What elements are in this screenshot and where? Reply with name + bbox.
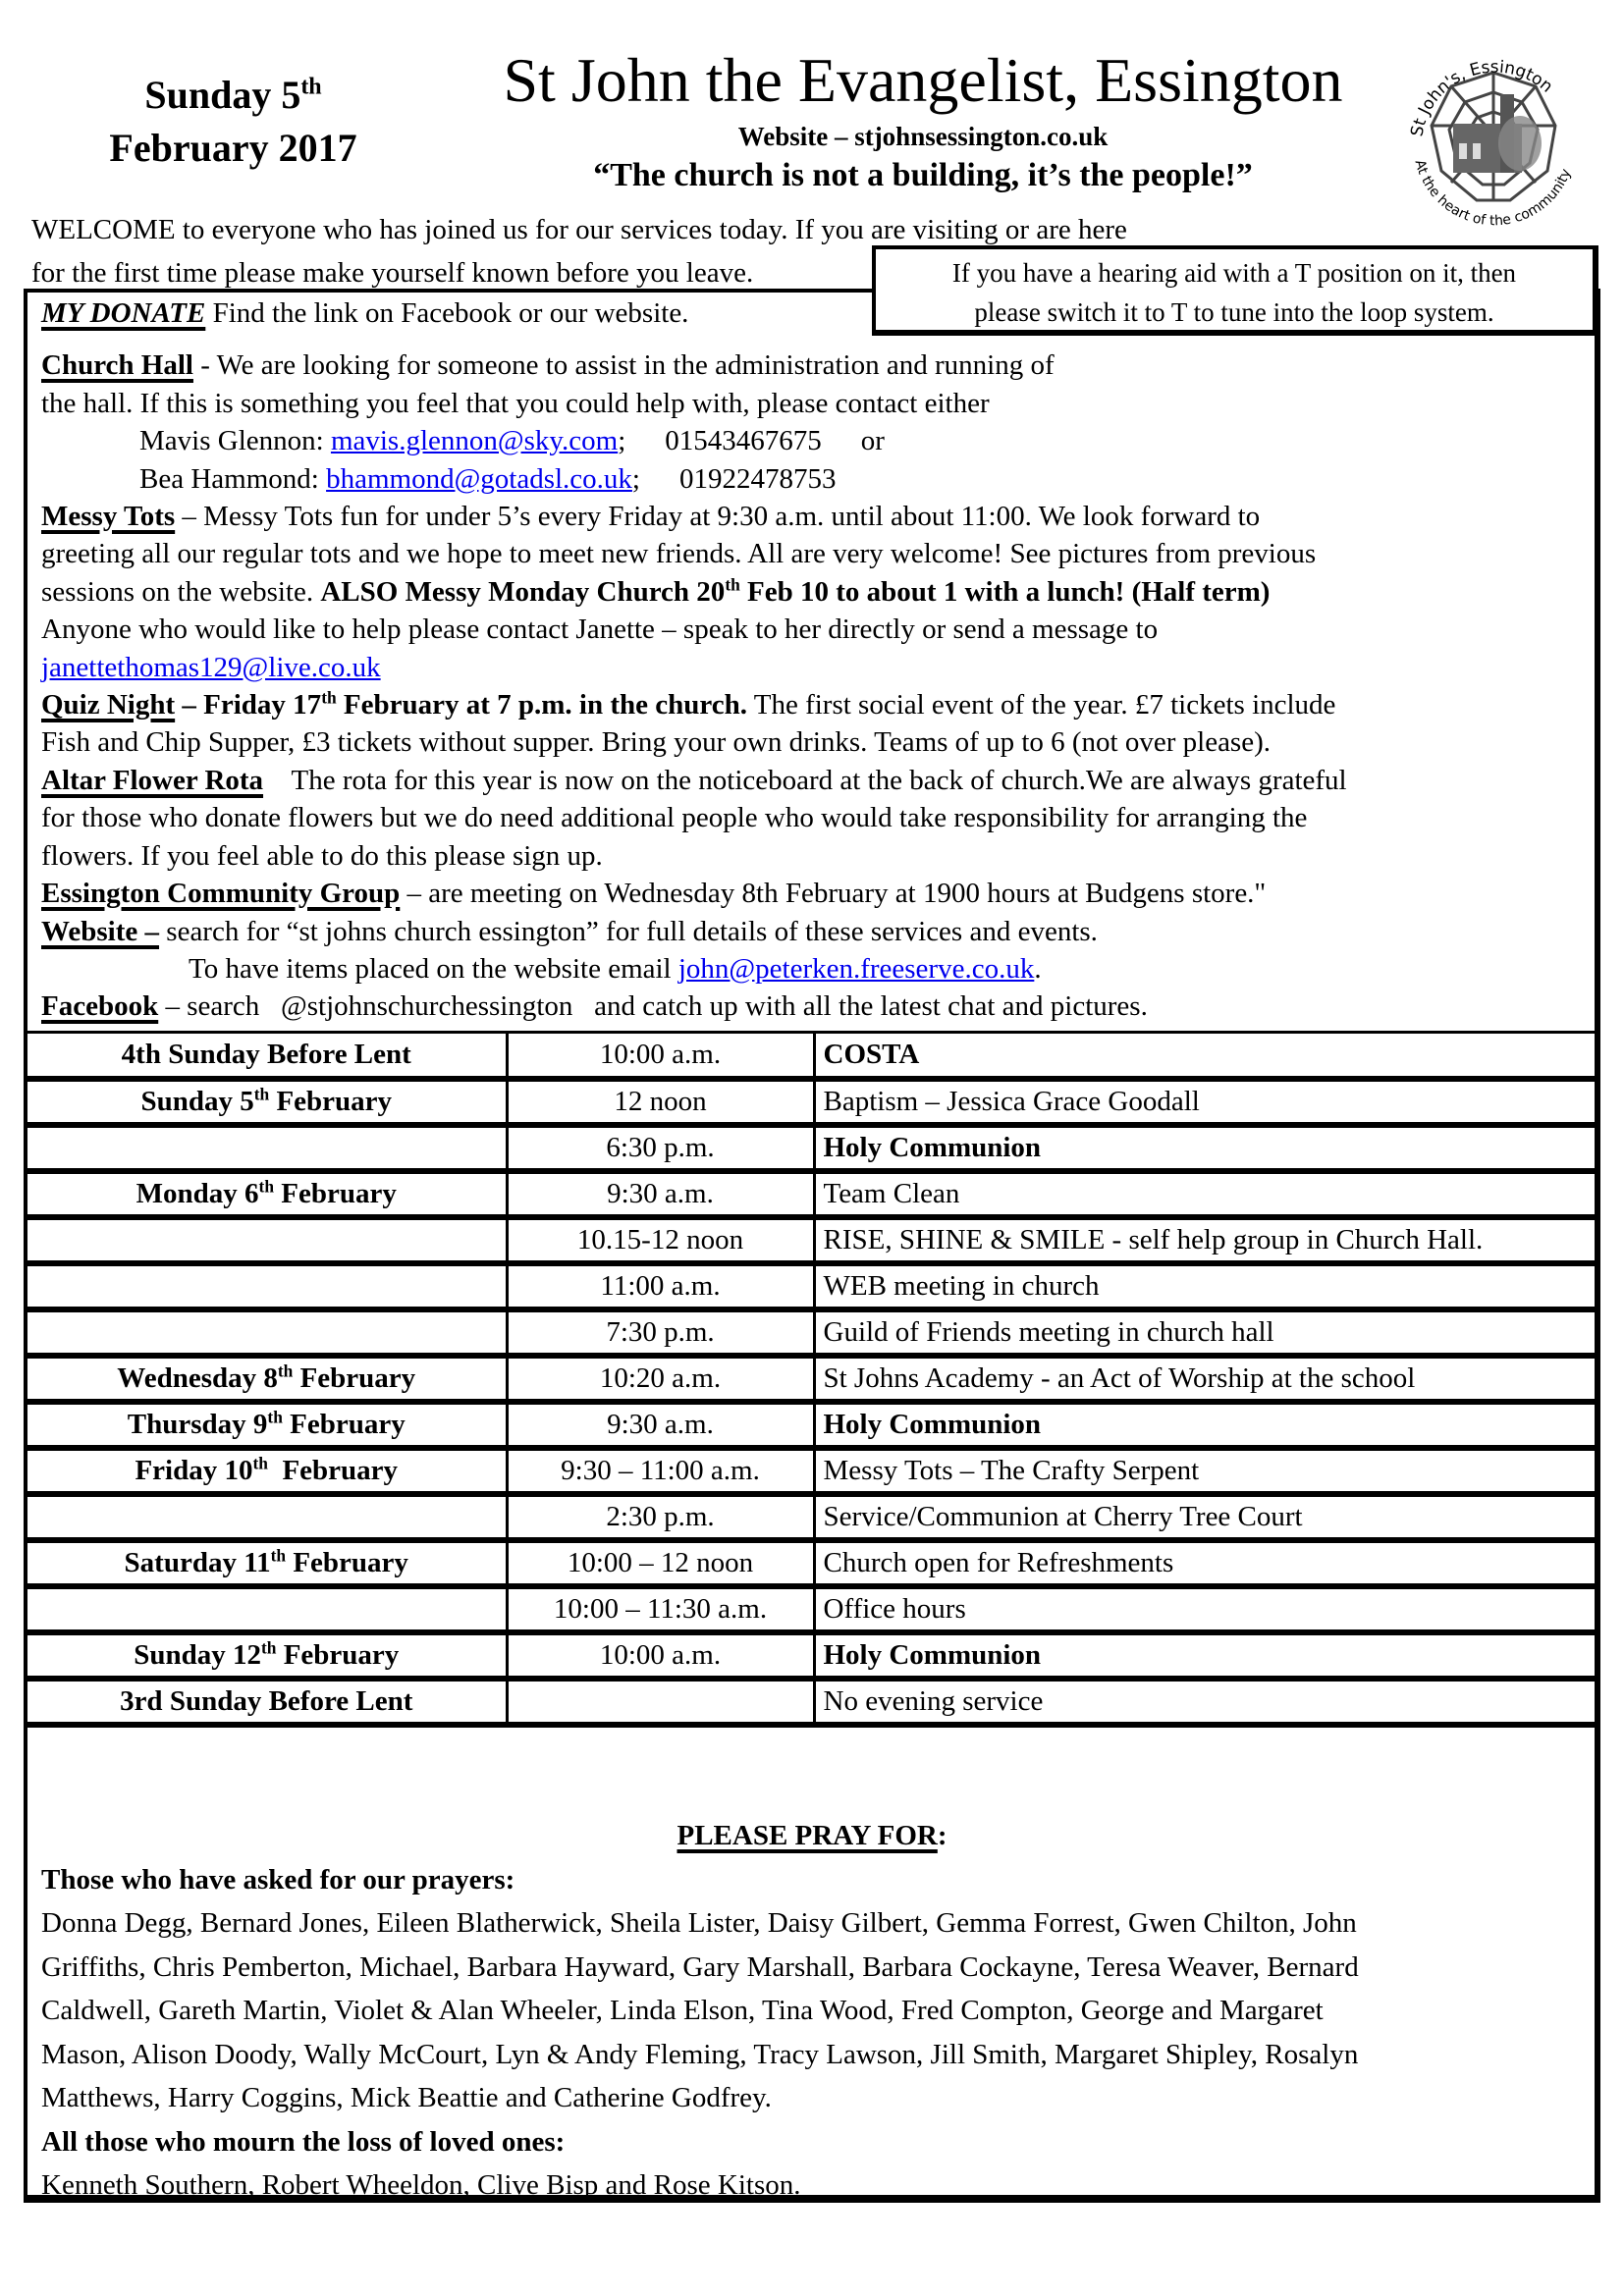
schedule-time: 10:00 – 12 noon (507, 1540, 814, 1586)
schedule-event: Church open for Refreshments (814, 1540, 1597, 1586)
schedule-event: Guild of Friends meeting in church hall (814, 1309, 1597, 1356)
schedule-event: Holy Communion (814, 1632, 1597, 1679)
prayer-names-line: Donna Degg, Bernard Jones, Eileen Blatherwick, Sheila Lister, Daisy Gilbert, Gemma Forrest, Gwen Chilton, John (41, 1907, 1357, 1939)
messy-tots-heading: Messy Tots (41, 501, 176, 533)
schedule-day: Wednesday 8th February (26, 1356, 507, 1402)
bulletin-date (59, 69, 407, 175)
prayers-title: PLEASE PRAY FOR: (677, 1820, 947, 1851)
email-link-mavis[interactable]: mavis.glennon@sky.com (330, 425, 619, 457)
schedule-row (26, 1217, 1597, 1263)
mourn-heading: All those who mourn the loss of loved ones: (41, 2125, 566, 2158)
notice-website: Website – search for “st johns church essington” for full details of these services and events. (41, 915, 1098, 947)
schedule-day: 4th Sunday Before Lent (26, 1033, 507, 1079)
contact-bea: Bea Hammond: bhammond@gotadsl.co.uk; 01922478753 (139, 462, 837, 495)
asked-prayers-heading: Those who have asked for our prayers: (41, 1863, 515, 1896)
schedule-time (507, 1679, 814, 1725)
schedule-time: 10:00 – 11:30 a.m. (507, 1586, 814, 1632)
notice-community-group: Essington Community Group – are meeting on Wednesday 8th February at 1900 hours at Budgens store." (41, 878, 1267, 910)
community-group-heading: Essington Community Group (41, 878, 401, 910)
schedule-day (26, 1494, 507, 1540)
schedule-time: 10:00 a.m. (507, 1033, 814, 1079)
asked-prayers-list (41, 1901, 1583, 2120)
email-link-bea[interactable]: bhammond@gotadsl.co.uk (326, 462, 632, 495)
schedule-day: 3rd Sunday Before Lent (26, 1679, 507, 1725)
schedule-event: Office hours (814, 1586, 1597, 1632)
schedule-time: 6:30 p.m. (507, 1125, 814, 1171)
schedule-day: Thursday 9th February (26, 1402, 507, 1448)
website-heading: Website – (41, 915, 160, 947)
schedule-event: Messy Tots – The Crafty Serpent (814, 1448, 1597, 1494)
prayers-section (41, 1814, 1583, 2208)
schedule-time: 9:30 a.m. (507, 1402, 814, 1448)
schedule-row (26, 1079, 1597, 1125)
schedule-time: 10.15-12 noon (507, 1217, 814, 1263)
schedule-row (26, 1494, 1597, 1540)
church-hall-heading: Church Hall (41, 349, 193, 382)
schedule-time: 7:30 p.m. (507, 1309, 814, 1356)
schedule-day (26, 1125, 507, 1171)
service-schedule-table (24, 1031, 1600, 1728)
schedule-day (26, 1263, 507, 1309)
notice-church-hall: Church Hall - We are looking for someone to assist in the administration and running of (41, 349, 1055, 382)
schedule-row (26, 1448, 1597, 1494)
schedule-day (26, 1217, 507, 1263)
schedule-day: Saturday 11th February (26, 1540, 507, 1586)
welcome-line-1: WELCOME to everyone who has joined us for our services today. If you are visiting or are here (31, 214, 1127, 245)
welcome-line-2: for the first time please make yourself known before you leave. (31, 257, 754, 289)
tagline: “The church is not a building, it’s the people!” (593, 157, 1253, 193)
schedule-row (26, 1171, 1597, 1217)
notice-my-donate: MY DONATE Find the link on Facebook or our website. (41, 297, 689, 329)
schedule-event: RISE, SHINE & SMILE - self help group in Church Hall. (814, 1217, 1597, 1263)
email-link-john[interactable]: john@peterken.freeserve.co.uk (677, 952, 1035, 985)
schedule-row (26, 1309, 1597, 1356)
notice-facebook: Facebook – search @stjohnschurchessington and catch up with all the latest chat and pictures. (41, 990, 1148, 1023)
my-donate-heading: MY DONATE (41, 297, 206, 329)
schedule-event: Team Clean (814, 1171, 1597, 1217)
schedule-row (26, 1356, 1597, 1402)
svg-text:At the heart of the community: At the heart of the community (1411, 158, 1575, 230)
schedule-day: Friday 10th February (26, 1448, 507, 1494)
church-web-logo-icon (1392, 35, 1595, 241)
schedule-row (26, 1679, 1597, 1725)
church-title: St John the Evangelist, Essington (503, 45, 1343, 115)
schedule-day: Sunday 12th February (26, 1632, 507, 1679)
schedule-row (26, 1263, 1597, 1309)
facebook-heading: Facebook (41, 990, 159, 1023)
email-link-janette[interactable]: janettethomas129@live.co.uk (41, 651, 381, 683)
schedule-time: 2:30 p.m. (507, 1494, 814, 1540)
schedule-time: 10:20 a.m. (507, 1356, 814, 1402)
schedule-time: 10:00 a.m. (507, 1632, 814, 1679)
schedule-day (26, 1586, 507, 1632)
notice-quiz-night: Quiz Night – Friday 17th February at 7 p.m. in the church. The first social event of the year. £7 tickets include (41, 687, 1336, 721)
schedule-day: Sunday 5th February (26, 1079, 507, 1125)
schedule-event: WEB meeting in church (814, 1263, 1597, 1309)
altar-flower-rota-heading: Altar Flower Rota (41, 764, 264, 796)
quiz-night-heading: Quiz Night (41, 689, 176, 721)
prayer-names-line: Caldwell, Gareth Martin, Violet & Alan Wheeler, Linda Elson, Tina Wood, Fred Compton, George and Margaret (41, 1995, 1324, 2026)
schedule-row (26, 1033, 1597, 1079)
prayer-names-line: Mason, Alison Doody, Wally McCourt, Lyn & Andy Fleming, Tracy Lawson, Jill Smith, Margaret Shipley, Rosalyn (41, 2038, 1359, 2070)
schedule-event: Holy Communion (814, 1402, 1597, 1448)
schedule-row (26, 1540, 1597, 1586)
date-line-2: February 2017 (109, 126, 357, 170)
schedule-event: Holy Communion (814, 1125, 1597, 1171)
notices-section: MY DONATE Find the link on Facebook or our website. Church Hall - We are looking for someone to assist in the administration and running of the hall. If this is something you feel that you could help with, please contact either Mavis Glennon: mavis.glennon@sky.com; 01543467675 or Bea Hammond: bhammond@gotadsl.co.uk; 01922478753 Messy Tots – Messy Tots fun for under 5’s every Friday at 9:30 a.m. until about 11:00. We look forward to greeting all our regular tots and we hope to meet new friends. All are very welcome! See pictures from previous sessions on the website. ALSO Messy Monday Church 20th Feb 10 to about 1 with a lunch! (Half term) Anyone who would like to help please contact Janette – speak to her directly or send a message to janettethomas129@live.co.uk Quiz Night – Friday 17th February at 7 p.m. in the church. The first social event of the year. £7 tickets include Fish and Chip Supper, £3 tickets without supper. Bring your own drinks. Teams of up to 6 (not over please). Altar Flower Rota The rota for this year is now on the noticeboard at the back of church.We are always grateful for those who donate flowers but we do need additional people who would take responsibility for arranging the flowers. If you feel able to do this please sign up. Essington Community Group – are meeting on Wednesday 8th February at 1900 hours at Budgens store." Website – search for “st johns church essington” for full details of these services and events. To have items placed on the website email john@peterken.freeserve.co.uk. Facebook – search @stjohnschurchessington and catch up with all the latest chat and pictures. (41, 294, 1583, 1026)
mourn-list: Kenneth Southern, Robert Wheeldon, Clive Bisp and Rose Kitson. (41, 2169, 801, 2201)
schedule-day (26, 1309, 507, 1356)
prayer-names-line: Griffiths, Chris Pemberton, Michael, Barbara Hayward, Gary Marshall, Barbara Cockayne, Teresa Weaver, Bernard (41, 1950, 1359, 1983)
notice-messy-tots: Messy Tots – Messy Tots fun for under 5’s every Friday at 9:30 a.m. until about 11:00. We look forward to (41, 501, 1261, 533)
schedule-time: 11:00 a.m. (507, 1263, 814, 1309)
schedule-time: 9:30 a.m. (507, 1171, 814, 1217)
schedule-event: Service/Communion at Cherry Tree Court (814, 1494, 1597, 1540)
schedule-row (26, 1586, 1597, 1632)
notice-altar-flower-rota: Altar Flower Rota The rota for this year is now on the noticeboard at the back of church.We are always grateful (41, 764, 1347, 796)
schedule-time: 12 noon (507, 1079, 814, 1125)
schedule-event: No evening service (814, 1679, 1597, 1725)
schedule-row (26, 1125, 1597, 1171)
schedule-event: Baptism – Jessica Grace Goodall (814, 1079, 1597, 1125)
date-line-1: Sunday 5th (144, 73, 322, 117)
schedule-event: COSTA (814, 1033, 1597, 1079)
contact-mavis: Mavis Glennon: mavis.glennon@sky.com; 01543467675 or (139, 425, 885, 457)
svg-text:St John's, Essington: St John's, Essington (1407, 57, 1557, 138)
schedule-row (26, 1632, 1597, 1679)
website-line: Website – stjohnsessington.co.uk (737, 122, 1109, 151)
schedule-day: Monday 6th February (26, 1171, 507, 1217)
prayer-names-line: Matthews, Harry Coggins, Mick Beattie and Catherine Godfrey. (41, 2082, 772, 2113)
schedule-time: 9:30 – 11:00 a.m. (507, 1448, 814, 1494)
schedule-event: St Johns Academy - an Act of Worship at the school (814, 1356, 1597, 1402)
schedule-row (26, 1402, 1597, 1448)
hearing-loop-notice: If you have a hearing aid with a T position on it, then please switch it to T to tune into the loop system. (872, 245, 1598, 336)
